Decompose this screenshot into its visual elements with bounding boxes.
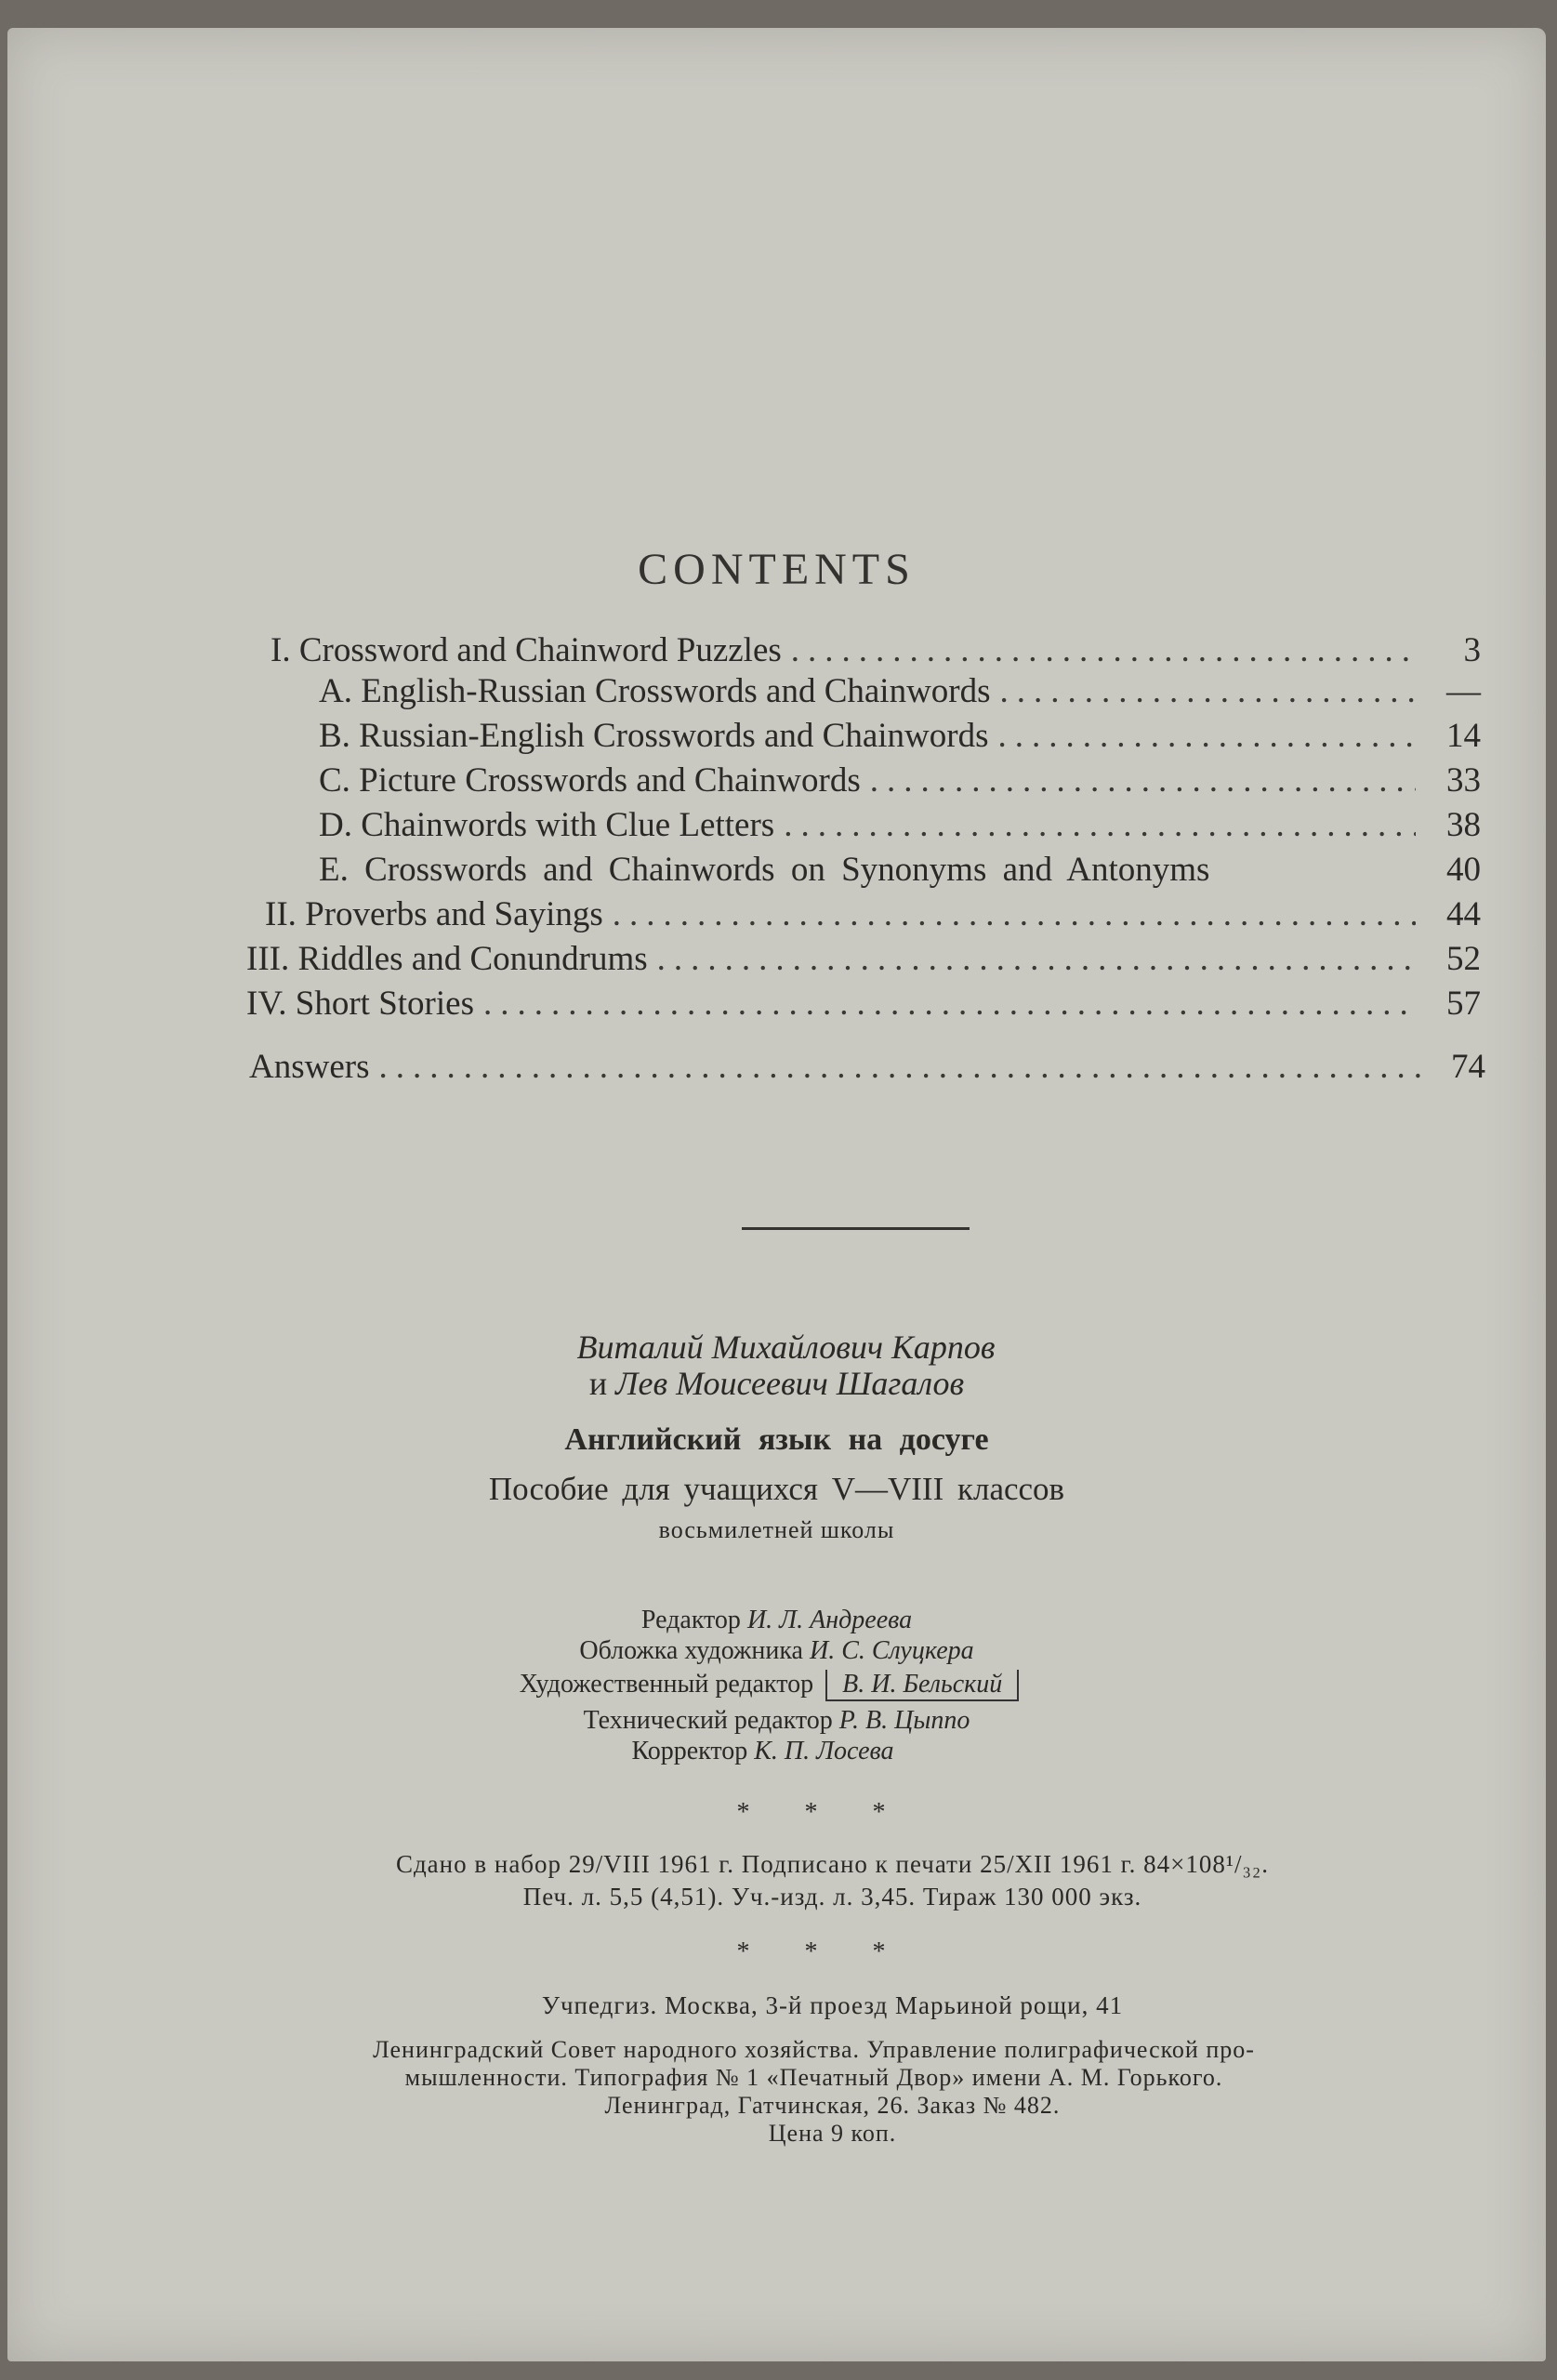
author-2-prefix: и bbox=[588, 1365, 608, 1402]
toc-entry bbox=[270, 630, 1481, 675]
separator-stars: * * * bbox=[736, 1798, 910, 1827]
credit-role: Редактор bbox=[640, 1606, 741, 1634]
credit-role: Обложка художника bbox=[579, 1636, 803, 1665]
toc-leader-dots bbox=[870, 760, 1416, 800]
toc-entry bbox=[319, 760, 1481, 805]
printer-info-2: мышленности. Типография № 1 «Печатный Двор» имени А. М. Горького. bbox=[404, 2064, 1223, 2091]
contents-title: CONTENTS bbox=[638, 545, 916, 594]
book-subtitle: Пособие для учащихся V—VIII классов bbox=[488, 1471, 1065, 1507]
toc-entry-page: 40 bbox=[1446, 851, 1481, 889]
toc-entry-page: 52 bbox=[1446, 940, 1481, 978]
toc-entry-page: 14 bbox=[1446, 717, 1481, 755]
toc-entry-label: II. Proverbs and Sayings bbox=[265, 895, 603, 933]
toc-leader-dots bbox=[784, 805, 1416, 845]
toc-entry bbox=[319, 805, 1481, 850]
toc-entry bbox=[246, 984, 1481, 1028]
credit-name: В. И. Бельский bbox=[825, 1670, 1019, 1701]
toc-leader-dots bbox=[1000, 671, 1416, 711]
credit-name: К. П. Лосева bbox=[754, 1737, 894, 1765]
credit-role: Технический редактор bbox=[583, 1706, 833, 1735]
toc-leader-dots bbox=[997, 716, 1416, 756]
credit-role: Художественный редактор bbox=[519, 1670, 814, 1699]
toc-entry-label: Answers bbox=[249, 1048, 370, 1086]
toc-leader-dots bbox=[791, 630, 1416, 670]
toc-leader-dots bbox=[483, 984, 1416, 1024]
toc-entry-label: B. Russian-English Crosswords and Chainwords bbox=[319, 717, 989, 755]
section-divider bbox=[742, 1227, 970, 1230]
credit-tech-editor bbox=[7, 1706, 1546, 1736]
toc-entry-label: I. Crossword and Chainword Puzzles bbox=[270, 631, 782, 669]
credit-proofreader bbox=[0, 1737, 1532, 1766]
price: Цена 9 коп. bbox=[768, 2120, 897, 2147]
credit-name: И. С. Слуцкера bbox=[809, 1636, 974, 1665]
print-details-1: Сдано в набор 29/VIII 1961 г. Подписано к печати 25/XII 1961 г. 84×108¹/₃₂. bbox=[395, 1850, 1270, 1878]
printer-info-3: Ленинград, Гатчинская, 26. Заказ № 482. bbox=[604, 2092, 1061, 2119]
toc-entry bbox=[319, 671, 1481, 716]
book-subtitle-2: восьмилетней школы bbox=[658, 1516, 895, 1543]
toc-leader-dots bbox=[378, 1047, 1420, 1087]
credit-name: Р. В. Цыппо bbox=[838, 1706, 970, 1735]
toc-entry bbox=[319, 716, 1481, 760]
printer-info-1: Ленинградский Совет народного хозяйства. Управление полиграфической про- bbox=[373, 2036, 1255, 2063]
author-2-line bbox=[7, 1364, 1546, 1403]
book-page bbox=[7, 28, 1546, 2361]
credit-name: И. Л. Андреева bbox=[746, 1606, 913, 1634]
toc-entry-label: C. Picture Crosswords and Chainwords bbox=[319, 761, 861, 800]
toc-entry-page: 44 bbox=[1446, 895, 1481, 933]
print-details-2: Печ. л. 5,5 (4,51). Уч.-изд. л. 3,45. Тираж 130 000 экз. bbox=[522, 1883, 1142, 1911]
toc-entry-page: — bbox=[1446, 672, 1481, 710]
toc-entry bbox=[265, 894, 1481, 939]
toc-entry-label: D. Chainwords with Clue Letters bbox=[319, 806, 775, 844]
toc-entry-label: A. English-Russian Crosswords and Chainwords bbox=[319, 672, 991, 710]
toc-entry-page: 38 bbox=[1446, 806, 1481, 844]
book-title: Английский язык на досуге bbox=[564, 1422, 989, 1457]
toc-entry-label: III. Riddles and Conundrums bbox=[246, 940, 648, 978]
publisher-address: Учпедгиз. Москва, 3-й проезд Марьиной рощи, 41 bbox=[541, 1991, 1124, 2019]
author-2: Лев Моисеевич Шагалов bbox=[615, 1365, 965, 1402]
credit-art-editor bbox=[0, 1670, 1538, 1701]
toc-entry bbox=[249, 1047, 1485, 1091]
credit-cover-artist bbox=[7, 1636, 1546, 1666]
credit-editor bbox=[7, 1606, 1546, 1635]
author-1: Виталий Михайлович Карпов bbox=[576, 1329, 996, 1366]
toc-entry-page: 74 bbox=[1451, 1048, 1485, 1086]
toc-leader-dots bbox=[657, 939, 1416, 979]
credit-role: Корректор bbox=[631, 1737, 748, 1765]
toc-entry-page: 33 bbox=[1446, 761, 1481, 800]
toc-entry-page: 3 bbox=[1463, 631, 1481, 669]
toc-entry-label: E. Crosswords and Chainwords on Synonyms and Antonyms bbox=[319, 851, 1210, 889]
toc-entry-label: IV. Short Stories bbox=[246, 985, 474, 1023]
toc-entry bbox=[319, 850, 1481, 894]
separator-stars: * * * bbox=[736, 1937, 910, 1966]
toc-entry-page: 57 bbox=[1446, 985, 1481, 1023]
toc-entry bbox=[246, 939, 1481, 984]
toc-leader-dots bbox=[613, 894, 1416, 934]
